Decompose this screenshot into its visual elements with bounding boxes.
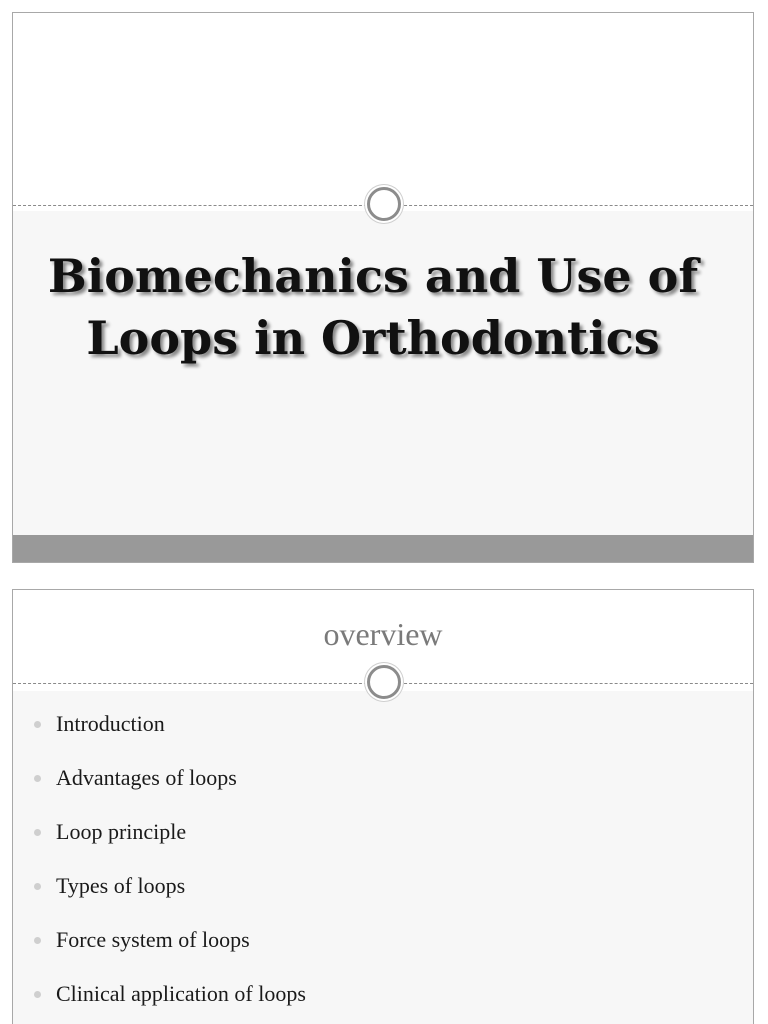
slide-footer-bar [13,535,753,562]
bullet-dot-icon [34,883,41,890]
bullet-dot-icon [34,721,41,728]
list-item-text: Advantages of loops [56,765,237,790]
list-item-text: Clinical application of loops [56,981,306,1006]
list-item [13,980,306,1024]
circle-ornament-icon [367,665,401,699]
bullet-dot-icon [34,829,41,836]
list-item [13,818,306,872]
bullet-list [13,710,306,1024]
slide-header-band [13,13,753,205]
slide-title: Biomechanics and Use of Loops in Orthodontics [47,249,699,365]
list-item [13,764,306,818]
list-item [13,710,306,764]
bullet-dot-icon [34,775,41,782]
circle-ornament-icon [367,187,401,221]
bullet-dot-icon [34,937,41,944]
slide-heading: overview [323,616,443,652]
overview-slide [12,589,754,1024]
list-item-text: Loop principle [56,819,187,844]
list-item-text: Introduction [56,711,165,736]
list-item-text: Force system of loops [56,927,250,952]
list-item [13,872,306,926]
list-item [13,926,306,980]
bullet-dot-icon [34,991,41,998]
title-slide [12,12,754,563]
list-item-text: Types of loops [56,873,186,898]
